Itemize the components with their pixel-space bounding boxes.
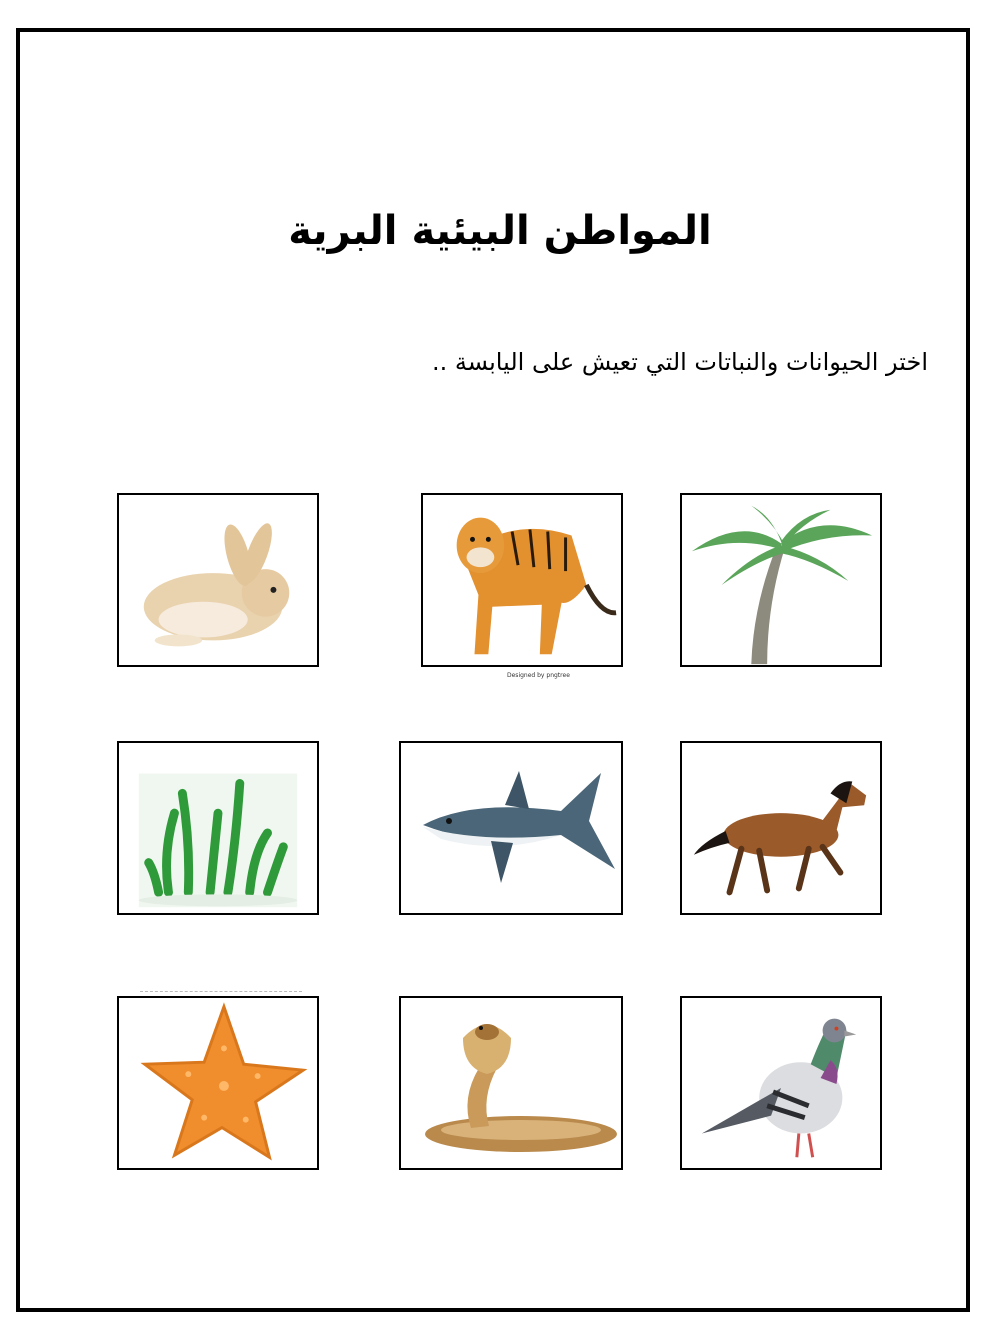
starfish-icon [119,998,317,1168]
pigeon-icon [682,998,880,1168]
card-tiger[interactable] [421,493,623,667]
divider [140,991,302,992]
palm-tree-icon [682,495,880,665]
shark-icon [401,743,621,913]
card-starfish[interactable] [117,996,319,1170]
card-seaweed[interactable] [117,741,319,915]
card-palm-tree[interactable] [680,493,882,667]
instruction-text: اختر الحيوانات والنباتات التي تعيش على اليابسة .. [431,348,928,376]
page-title: المواطن البيئية البرية [288,208,712,254]
card-rabbit[interactable] [117,493,319,667]
card-shark[interactable] [399,741,623,915]
seaweed-icon [119,743,317,913]
image-credit: Designed by pngtree [507,672,570,679]
cobra-icon [401,998,621,1168]
rabbit-icon [119,495,317,665]
card-pigeon[interactable] [680,996,882,1170]
card-cobra[interactable] [399,996,623,1170]
card-horse[interactable] [680,741,882,915]
horse-icon [682,743,880,913]
tiger-icon [423,495,621,665]
